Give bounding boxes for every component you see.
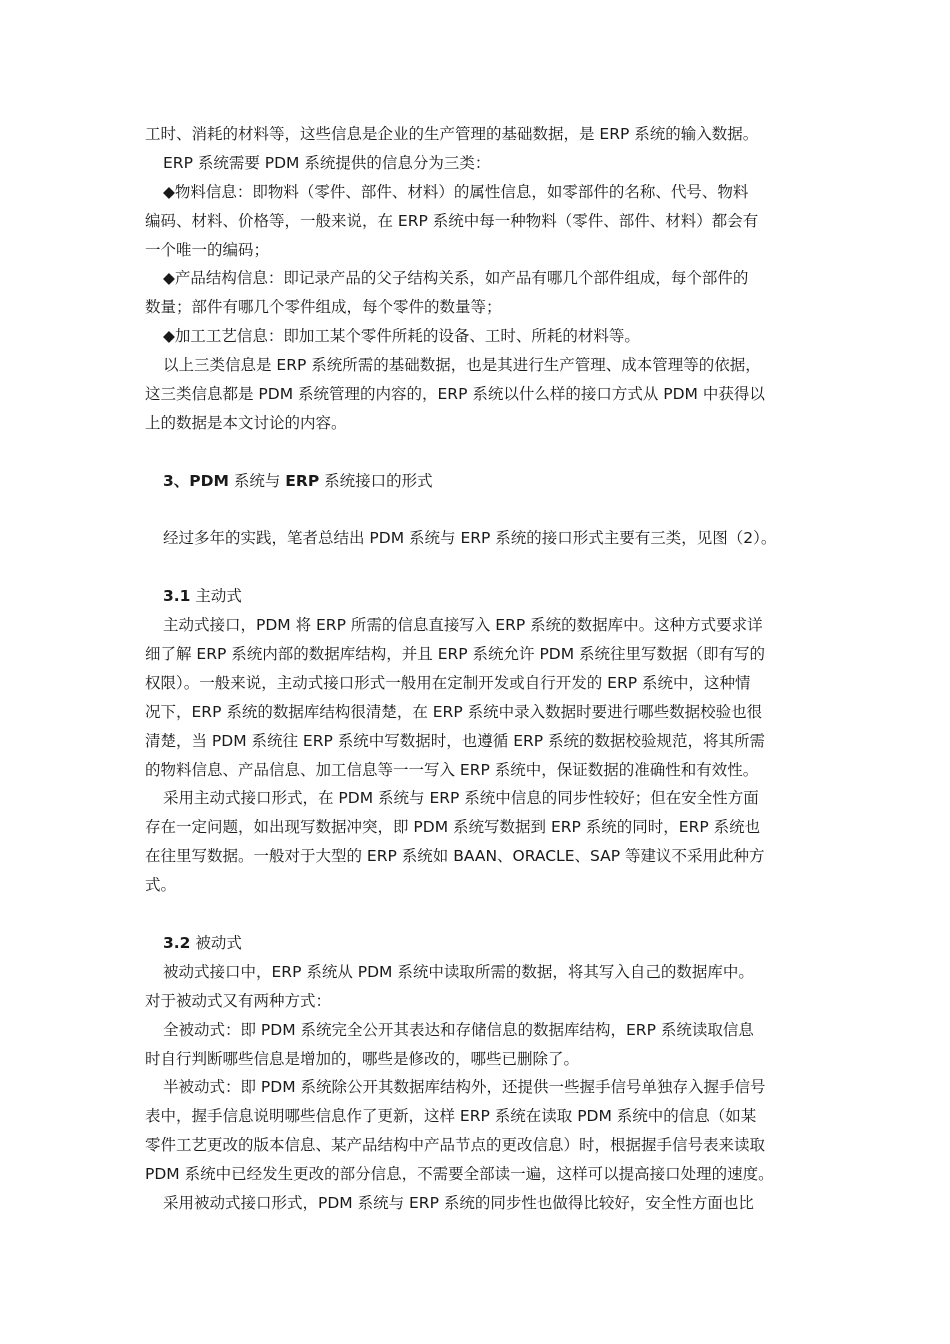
section-heading-3-1	[145, 582, 810, 611]
paragraph-line: 工时、消耗的材料等，这些信息是企业的生产管理的基础数据，是 ERP 系统的输入数据。	[145, 125, 759, 143]
paragraph-line: 表中，握手信息说明哪些信息作了更新，这样 ERP 系统在读取 PDM 系统中的信息（如某	[145, 1107, 757, 1126]
paragraph-line: 清楚，当 PDM 系统往 ERP 系统中写数据时，也遵循 ERP 系统的数据校验规范，将其所需	[145, 731, 766, 750]
document-page	[145, 120, 810, 1218]
paragraph-line: 以上三类信息是 ERP 系统所需的基础数据，也是其进行生产管理、成本管理等的依据，	[163, 356, 761, 375]
paragraph-line: 采用被动式接口形式，PDM 系统与 ERP 系统的同步性也做得比较好，安全性方面也比	[163, 1193, 754, 1212]
paragraph-line: 时自行判断哪些信息是增加的，哪些是修改的，哪些已删除了。	[145, 1049, 580, 1068]
heading-erp: ERP	[285, 471, 320, 490]
paragraph-line: ERP 系统需要 PDM 系统提供的信息分为三类：	[163, 153, 491, 172]
heading-text: 主动式	[190, 587, 242, 606]
paragraph-line: 上的数据是本文讨论的内容。	[145, 413, 347, 432]
paragraph-line: 对于被动式又有两种方式：	[145, 991, 332, 1010]
paragraph-line: 数量；部件有哪几个零件组成，每个零件的数量等；	[145, 298, 502, 317]
heading-text: 系统接口的形式	[319, 471, 433, 490]
section-heading-3-2	[145, 929, 810, 958]
spacer	[145, 496, 810, 525]
section-heading-3	[145, 467, 810, 496]
paragraph-line: 权限）。一般来说，主动式接口形式一般用在定制开发或自行开发的 ERP 系统中，这种情	[145, 673, 751, 692]
heading-text: 被动式	[190, 933, 242, 952]
paragraph-line: 零件工艺更改的版本信息、某产品结构中产品节点的更改信息）时，根据握手信号表来读取	[145, 1136, 766, 1155]
paragraph-line: 经过多年的实践，笔者总结出 PDM 系统与 ERP 系统的接口形式主要有三类，见图（2）。	[163, 529, 777, 548]
spacer	[145, 438, 810, 467]
paragraph-line: 主动式接口，PDM 将 ERP 所需的信息直接写入 ERP 系统的数据库中。这种方式要求详	[163, 616, 763, 635]
bullet-item-material: ◆物料信息：即物料（零件、部件、材料）的属性信息，如零部件的名称、代号、物料	[163, 182, 749, 201]
paragraph-line: 的物料信息、产品信息、加工信息等一一写入 ERP 系统中，保证数据的准确性和有效性。	[145, 760, 759, 779]
paragraph-line: 存在一定问题，如出现写数据冲突，即 PDM 系统写数据到 ERP 系统的同时，ERP 系统也	[145, 818, 761, 837]
paragraph-line: 全被动式：即 PDM 系统完全公开其表达和存储信息的数据库结构，ERP 系统读取信息	[163, 1020, 754, 1039]
paragraph-line: 一个唯一的编码；	[145, 240, 270, 259]
paragraph-line: 半被动式：即 PDM 系统除公开其数据库结构外，还提供一些握手信号单独存入握手信号	[163, 1078, 766, 1097]
heading-text: 系统与	[228, 471, 286, 490]
section-number: 3.1	[163, 587, 191, 606]
bullet-item-product-structure: ◆产品结构信息：即记录产品的父子结构关系，如产品有哪几个部件组成，每个部件的	[163, 269, 749, 288]
paragraph-line: 编码、材料、价格等，一般来说，在 ERP 系统中每一种物料（零件、部件、材料）都会有	[145, 211, 759, 230]
spacer	[145, 553, 810, 582]
paragraph-line: 式。	[145, 876, 177, 895]
paragraph-line: 在往里写数据。一般对于大型的 ERP 系统如 BAAN、ORACLE、SAP 等建议不采用此种方	[145, 847, 765, 866]
bullet-item-process: ◆加工工艺信息：即加工某个零件所耗的设备、工时、所耗的材料等。	[163, 327, 640, 346]
paragraph-line: 被动式接口中，ERP 系统从 PDM 系统中读取所需的数据，将其写入自己的数据库中。	[163, 962, 754, 981]
section-number: 3.2	[163, 933, 191, 952]
paragraph-line: 况下，ERP 系统的数据库结构很清楚，在 ERP 系统中录入数据时要进行哪些数据校验也很	[145, 702, 763, 721]
paragraph-line: 细了解 ERP 系统内部的数据库结构，并且 ERP 系统允许 PDM 系统往里写数据（即有写的	[145, 645, 766, 664]
spacer	[145, 900, 810, 929]
section-number: 3、PDM	[163, 471, 229, 490]
paragraph-line: PDM 系统中已经发生更改的部分信息，不需要全部读一遍，这样可以提高接口处理的速度。	[145, 1165, 774, 1184]
paragraph-line: 这三类信息都是 PDM 系统管理的内容的，ERP 系统以什么样的接口方式从 PDM 中获得以	[145, 385, 765, 404]
paragraph-line: 采用主动式接口形式，在 PDM 系统与 ERP 系统中信息的同步性较好；但在安全性方面	[163, 789, 759, 808]
